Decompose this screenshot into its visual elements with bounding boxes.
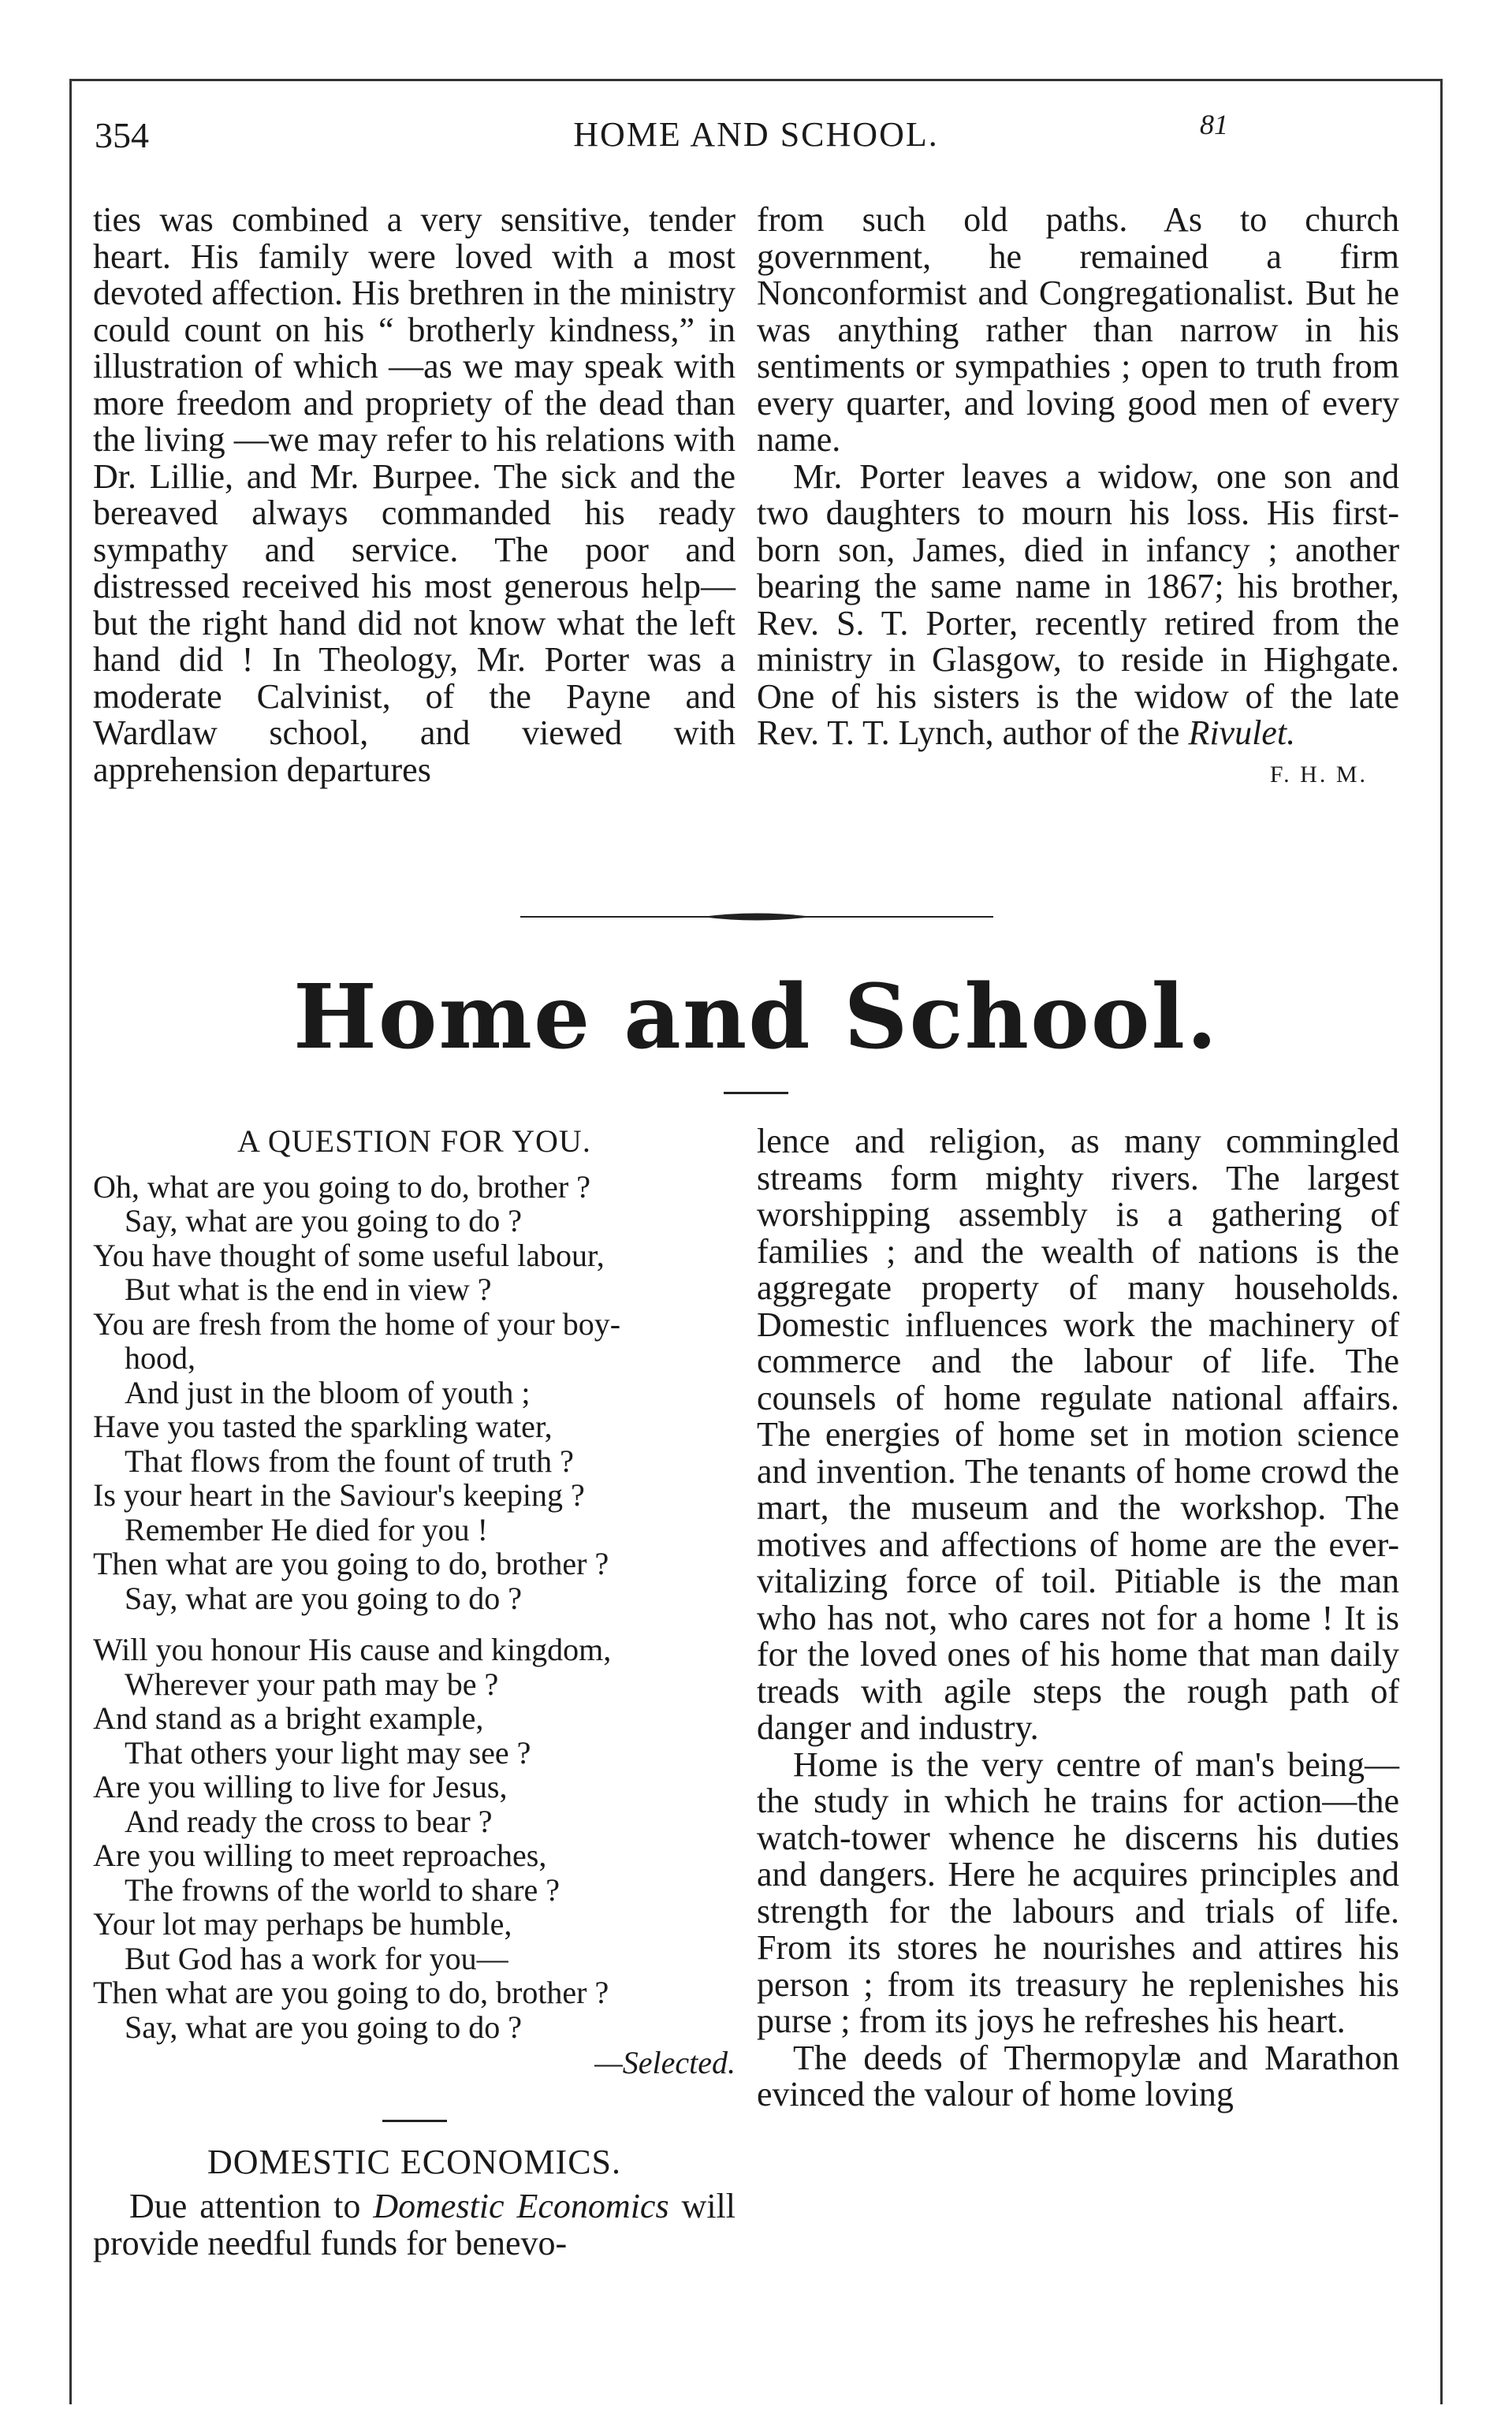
title-rule	[724, 1092, 788, 1094]
obituary-paragraph	[757, 456, 1399, 752]
poem-line: Wherever your path may be ?	[125, 1666, 499, 1702]
handwritten-mark: 81	[1200, 109, 1228, 140]
top-left-column	[93, 202, 736, 788]
poem-stanza-2	[93, 1633, 736, 2044]
poem-line: And stand as a bright example,	[93, 1700, 484, 1736]
poem-stanza-1	[93, 1170, 736, 1616]
article-paragraph: lence and religion, as many commingled streams form mighty rivers. The largest worshipping assembly is a gathering of families ; and the wealth of nations is the aggregate property of many households. Domestic influences work the machinery of commerce and the labour of life. The counsels of home regulate national affairs. The energies of home set in motion science and invention. The tenants of home crowd the mart, the museum and the workshop. The motives and affections of home are the ever-vitalizing force of toil. Pitiable is the man who has not, who cares not for a home ! It is for the loved ones of his home that man daily treads with agile steps the rough path of danger and industry.	[757, 1122, 1399, 1747]
poem-line: Then what are you going to do, brother ?	[93, 1975, 609, 2010]
bottom-right-column	[757, 1123, 1399, 2113]
intro-text: Due attention to	[129, 2187, 374, 2225]
poem-line: That flows from the fount of truth ?	[125, 1443, 574, 1479]
poem-line: But God has a work for you—	[125, 1940, 508, 1976]
poem-title: A QUESTION FOR YOU.	[237, 1123, 591, 1159]
intro-emphasis: Domestic Economics	[373, 2187, 669, 2225]
bottom-left-column	[93, 1123, 736, 2262]
poem-line: Then what are you going to do, brother ?	[93, 1546, 609, 1581]
poem-line: Are you willing to meet reproaches,	[93, 1838, 547, 1873]
poem-line: Oh, what are you going to do, brother ?	[93, 1168, 590, 1205]
divider-rule	[382, 2120, 447, 2122]
poem-line: You are fresh from the home of your boy-	[93, 1305, 621, 1342]
running-head: HOME AND SCHOOL.	[573, 115, 939, 154]
page-number: 354	[95, 115, 149, 155]
obituary-text: Mr. Porter leaves a widow, one son and two daughters to mourn his loss. His first-born son, James, died in infancy ; another bearing the same name in 1867; his brother, Rev. S. T. Porter, recently retired from the ministry in Glasgow, to reside in Highgate. One of his sisters is the widow of the late Rev. T. T. Lynch, author of the	[757, 456, 1399, 752]
poem	[93, 1170, 736, 2080]
domestic-economics-intro	[93, 2188, 736, 2262]
poem-line: Are you willing to live for Jesus,	[93, 1769, 508, 1804]
poem-line: And just in the bloom of youth ;	[125, 1374, 531, 1410]
rivulet-title: Rivulet.	[1188, 713, 1296, 752]
poem-line: But what is the end in view ?	[125, 1272, 492, 1307]
poem-line: Say, what are you going to do ?	[125, 2009, 522, 2045]
intro-text-end: will provide needful funds for benevo-	[93, 2187, 736, 2262]
domestic-economics-title: DOMESTIC ECONOMICS.	[207, 2142, 622, 2181]
poem-line: The frowns of the world to share ?	[125, 1871, 560, 1908]
poem-line: And ready the cross to bear ?	[125, 1803, 493, 1839]
article-paragraph: The deeds of Thermopylæ and Marathon evinced the valour of home loving	[757, 2038, 1399, 2113]
left-border-rule	[69, 79, 72, 2404]
poem-line: Have you tasted the sparkling water,	[93, 1409, 553, 1444]
poem-line: Your lot may perhaps be humble,	[93, 1906, 512, 1942]
obituary-paragraph: from such old paths. As to church government, he remained a firm Nonconformist and Congregationalist. But he was anything rather than narrow in his sentiments or sympathies ; open to truth from every quarter, and loving good men of every name.	[757, 200, 1399, 459]
poem-line: Will you honour His cause and kingdom,	[93, 1632, 612, 1667]
page-header	[95, 109, 1417, 162]
poem-line: Remember He died for you !	[125, 1511, 488, 1547]
poem-line: Say, what are you going to do ?	[125, 1203, 522, 1238]
right-border-rule	[1440, 79, 1443, 2404]
ornamental-rule	[520, 911, 993, 922]
stanza-gap	[93, 1615, 736, 1633]
article-paragraph: Home is the very centre of man's being—the study in which he trains for action—the watch-tower whence he discerns his duties and dangers. Here he acquires principles and strength for the labours and trials of life. From its stores he nourishes and attires his person ; from its treasury he replenishes his purse ; from its joys he refreshes his heart.	[757, 1745, 1399, 2040]
poem-attribution: —Selected.	[594, 2045, 736, 2080]
poem-line: That others your light may see ?	[125, 1734, 531, 1771]
poem-line: Say, what are you going to do ?	[125, 1580, 522, 1616]
author-signature: F. H. M.	[1269, 761, 1368, 788]
obituary-continuation: ties was combined a very sensitive, tender heart. His family were loved with a most devoted affection. His brethren in the ministry could count on his “ brotherly kindness,” in illustration of which —as we may speak with more freedom and propriety of the dead than the living —we may refer to his relations with Dr. Lillie, and Mr. Burpee. The sick and the bereaved always commanded his ready sympathy and service. The poor and distressed received his most generous help—but the right hand did not know what the left hand did ! In Theology, Mr. Porter was a moderate Calvinist, of the Payne and Wardlaw school, and viewed with apprehension departures	[93, 200, 736, 789]
poem-line: hood,	[125, 1340, 196, 1376]
section-title: Home and School.	[292, 966, 1220, 1069]
poem-line: Is your heart in the Saviour's keeping ?	[93, 1477, 585, 1513]
header-rule	[69, 79, 1443, 81]
poem-line: You have thought of some useful labour,	[93, 1237, 605, 1273]
top-right-column	[757, 202, 1399, 793]
